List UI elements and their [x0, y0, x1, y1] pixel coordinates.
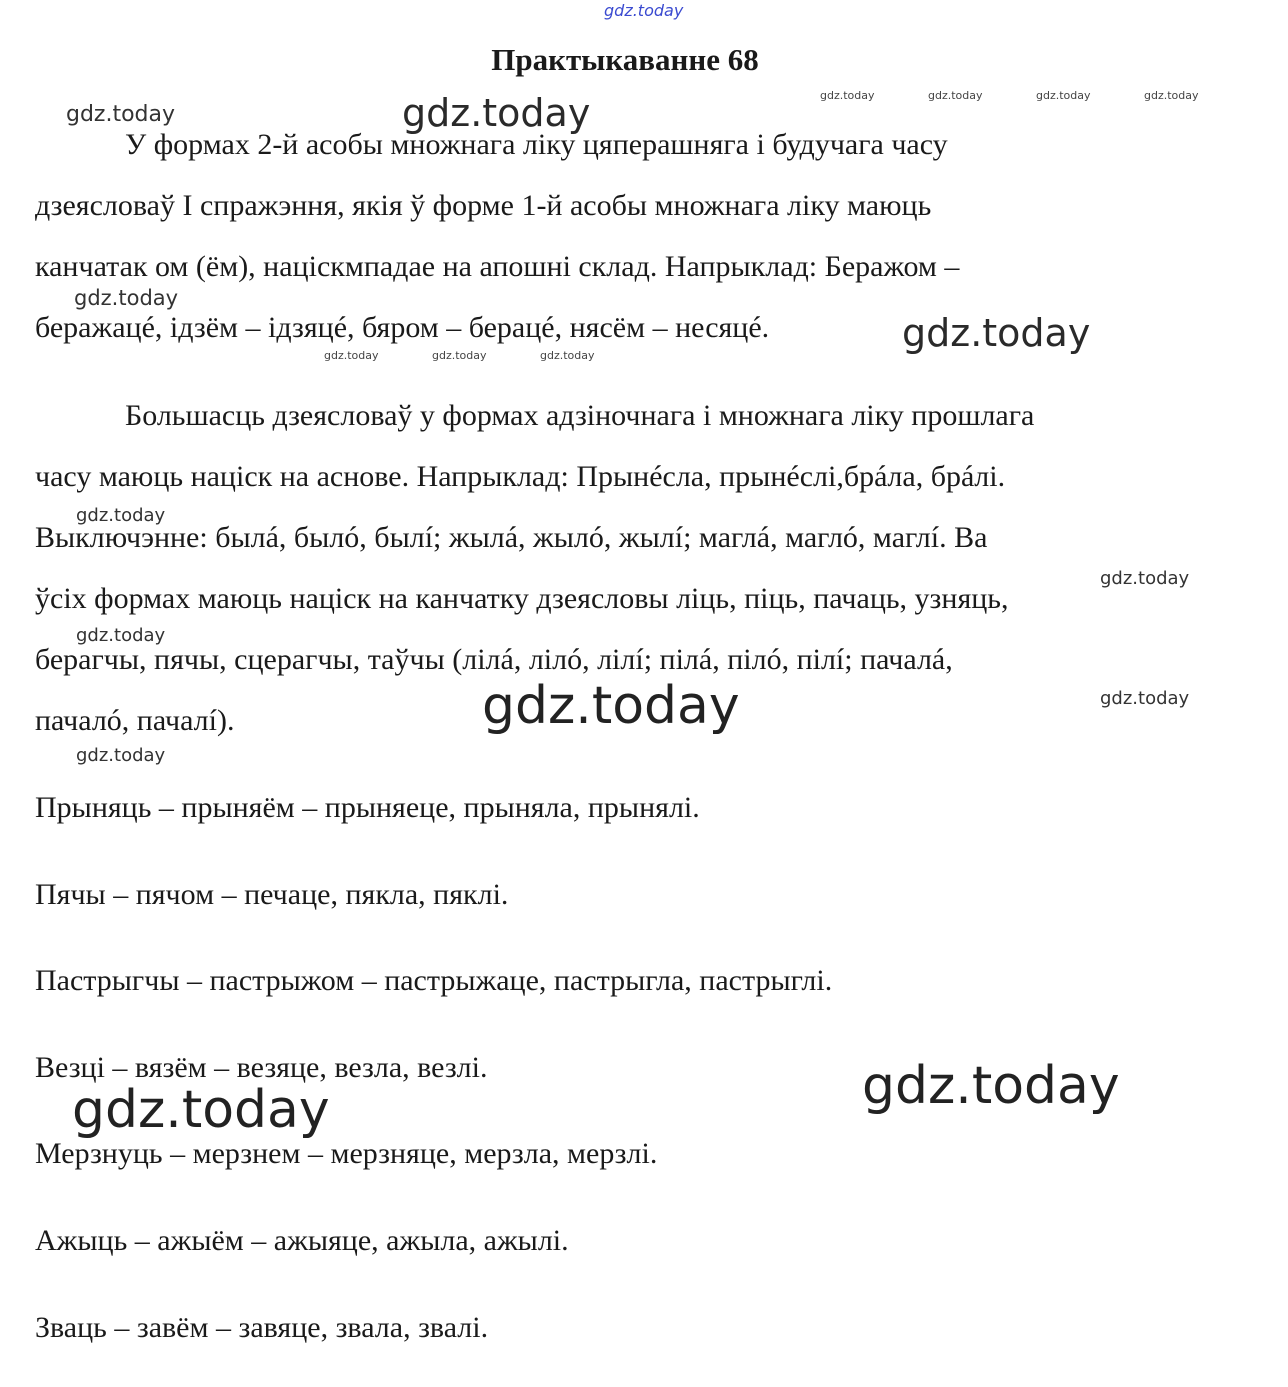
text-line: берагчы, пячы, сцерагчы, таўчы (лілá, лілó, лілí; пілá, пілó, пілí; пачалá,: [35, 643, 953, 676]
watermark-large: gdz.today: [402, 91, 591, 135]
watermark-large: gdz.today: [902, 311, 1091, 355]
watermark-small: gdz.today: [928, 89, 983, 102]
watermark: gdz.today: [1100, 688, 1190, 709]
answer-line: Прыняць – прыняём – прыняеце, прыняла, прынялі.: [35, 791, 700, 824]
watermark-top: gdz.today: [604, 1, 684, 20]
watermark: gdz.today: [1100, 568, 1190, 589]
text-line: Выключэнне: былá, былó, былí; жылá, жылó, жылí; маглá, маглó, маглí. Ва: [35, 521, 988, 554]
watermark: gdz.today: [76, 745, 166, 766]
text-line: Большасць дзеясловаў у формах адзіночнага і множнага ліку прошлага: [125, 399, 1035, 432]
rule-paragraph-1: [35, 114, 1235, 358]
watermark: gdz.today: [74, 286, 179, 310]
answer-line: Ажыць – ажыём – ажыяце, ажыла, ажылі.: [35, 1224, 569, 1257]
text-line: У формах 2-й асобы множнага ліку цяперашняга і будучага часу: [125, 128, 948, 161]
text-line: часу маюць націск на аснове. Напрыклад: Прынéсла, прынéслі,брáла, брáлі.: [35, 460, 1006, 493]
watermark-xlarge: gdz.today: [72, 1080, 330, 1140]
watermark-small: gdz.today: [540, 349, 595, 362]
answer-line: Мерзнуць – мерзнем – мерзняце, мерзла, мерзлі.: [35, 1137, 658, 1170]
watermark-small: gdz.today: [820, 89, 875, 102]
rule-paragraph-2: [35, 385, 1235, 751]
watermark-small: gdz.today: [432, 349, 487, 362]
answer-line: Зваць – завём – завяце, звала, звалі.: [35, 1311, 489, 1344]
answer-line: Везці – вязём – везяце, везла, везлі.: [35, 1051, 488, 1084]
page-title: Практыкаванне 68: [491, 42, 759, 77]
watermark: gdz.today: [76, 505, 166, 526]
watermark-small: gdz.today: [1036, 89, 1091, 102]
text-line: пачалó, пачалí).: [35, 704, 235, 737]
watermark-xlarge: gdz.today: [482, 676, 740, 736]
watermark: gdz.today: [76, 625, 166, 646]
text-line: канчатак ом (ём), націскмпадае на апошні склад. Напрыклад: Беражом –: [35, 250, 960, 283]
answer-line: Пастрыгчы – пастрыжом – пастрыжаце, пастрыгла, пастрыглі.: [35, 964, 833, 997]
watermark-small: gdz.today: [1144, 89, 1199, 102]
text-line: дзеясловаў I спражэння, якія ў форме 1-й асобы множнага ліку маюць: [35, 189, 932, 222]
watermark-small: gdz.today: [324, 349, 379, 362]
answer-line: Пячы – пячом – печаце, пякла, пяклі.: [35, 878, 509, 911]
watermark-xlarge: gdz.today: [862, 1056, 1120, 1116]
text-line: ўсіх формах маюць націск на канчатку дзеясловы ліць, піць, пачаць, узняць,: [35, 582, 1009, 615]
watermark: gdz.today: [66, 102, 176, 127]
text-line: беражацé, ідзём – ідзяцé, бяром – берацé, нясём – несяцé.: [35, 311, 770, 344]
